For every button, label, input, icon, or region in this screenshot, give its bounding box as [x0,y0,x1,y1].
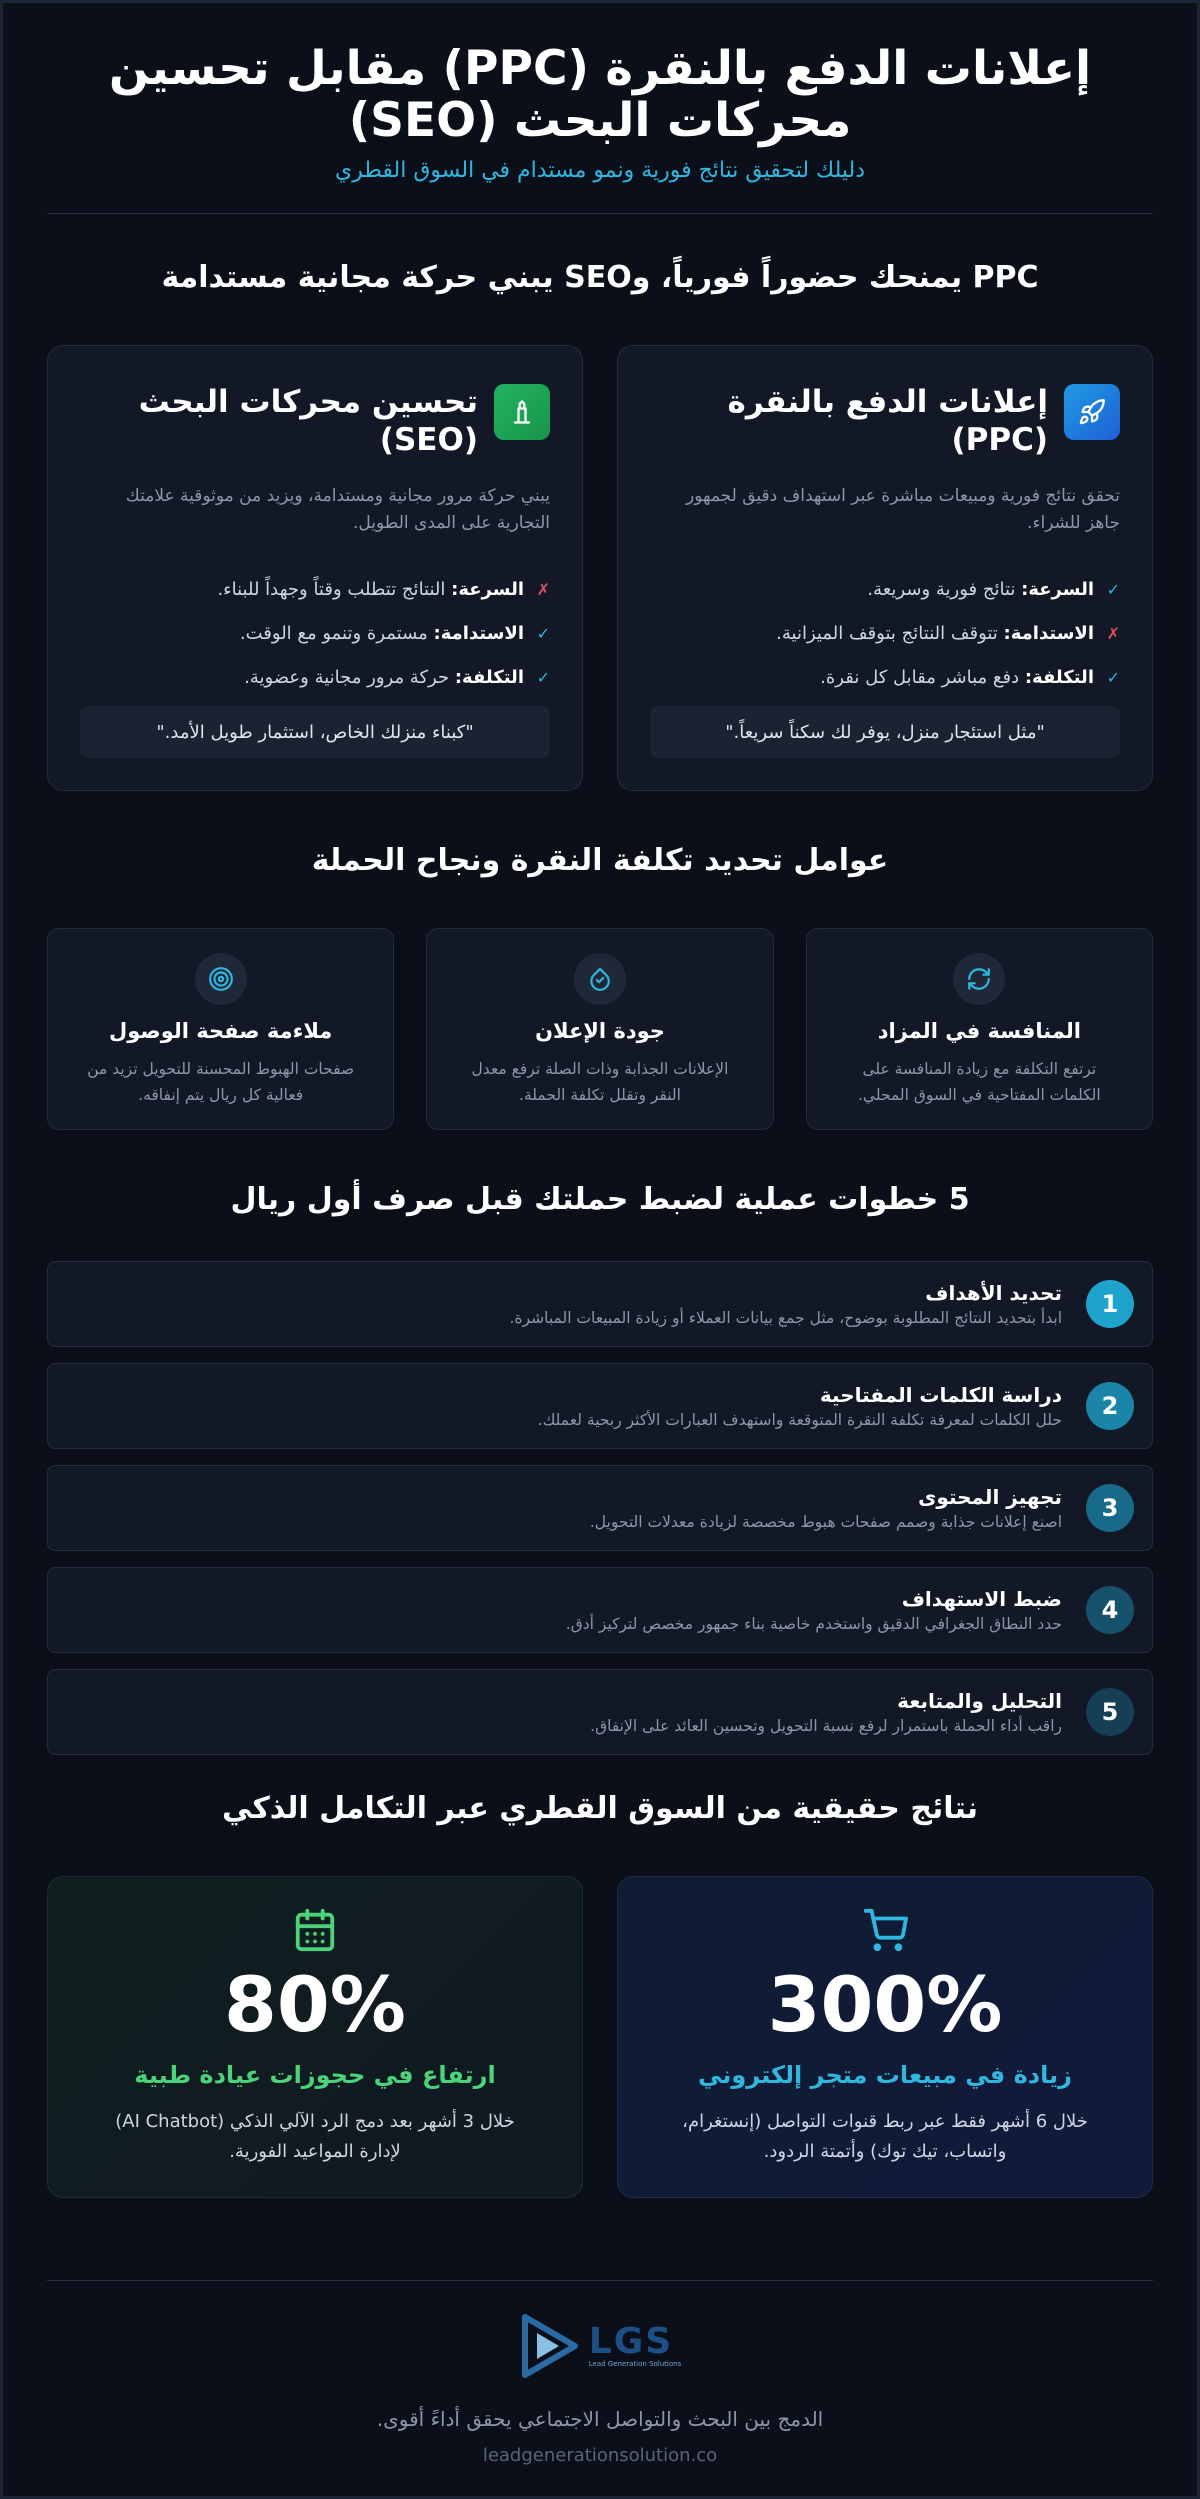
list-item: ✓ التكلفة: دفع مباشر مقابل كل نقرة. [820,666,1120,688]
result-label: ارتفاع في حجوزات عيادة طبية [134,2060,496,2089]
target-icon [195,953,247,1005]
list-item: ✓ التكلفة: حركة مرور مجانية وعضوية. [244,666,550,688]
check-icon: ✓ [1106,579,1120,599]
result-card-clinic [47,1876,583,2198]
step-description: حدد النطاق الجغرافي الدقيق واستخدم خاصية بناء جمهور مخصص لتركيز أدق. [565,1615,1062,1634]
ppc-title: إعلانات الدفع بالنقرة (PPC) [727,384,1048,458]
ppc-description: تحقق نتائج فورية ومبيعات مباشرة عبر استهداف دقيق لجمهور جاهز للشراء. [686,485,1120,533]
logo [519,2311,681,2381]
factor-title: ملاءمة صفحة الوصول [109,1019,333,1044]
seo-card [47,345,583,791]
step-number: 1 [1086,1280,1134,1328]
seo-quote: "كبناء منزلك الخاص، استثمار طويل الأمد." [80,706,550,758]
calendar-icon [48,1907,582,1957]
ppc-quote: "مثل استئجار منزل، يوفر لك سكناً سريعاً." [650,706,1120,758]
page-subtitle: دليلك لتحقيق نتائج فورية ونمو مستدام في السوق القطري [334,158,866,184]
step-title: دراسة الكلمات المفتاحية [819,1383,1062,1408]
check-icon: ✓ [1106,667,1120,687]
step-number: 4 [1086,1586,1134,1634]
step-title: ضبط الاستهداف [901,1587,1062,1612]
result-description: خلال 6 أشهر فقط عبر ربط قنوات التواصل (إنستغرام، واتساب، تيك توك) وأتمتة الردود. [682,2110,1088,2162]
cross-icon: ✗ [1106,623,1120,643]
ppc-card [617,345,1153,791]
step-title: تحديد الأهداف [925,1281,1062,1306]
factors-section-title: عوامل تحديد تكلفة النقرة ونجاح الحملة [311,843,889,879]
page-title: إعلانات الدفع بالنقرة (PPC) مقابل تحسين محركات البحث (SEO) [108,41,1092,148]
logo-word: LGS [588,2321,674,2363]
factor-description: الإعلانات الجذابة وذات الصلة ترفع معدل النقر وتقلل تكلفة الحملة. [471,1060,729,1104]
header [47,3,1153,183]
cross-icon: ✗ [536,579,550,599]
result-card-ecommerce [617,1876,1153,2198]
factor-card-ad-quality [426,928,773,1130]
step-item [47,1363,1153,1449]
list-item: ✓ الاستدامة: مستمرة وتنمو مع الوقت. [239,622,550,644]
rocket-icon [1064,384,1120,440]
compare-section-title: PPC يمنحك حضوراً فورياً، وSEO يبني حركة مجانية مستدامة [161,260,1039,296]
steps-section-title: 5 خطوات عملية لضبط حملتك قبل صرف أول ريال [230,1182,970,1218]
quality-icon [574,953,626,1005]
step-item [47,1567,1153,1653]
step-description: اصنع إعلانات جذابة وصمم صفحات هبوط مخصصة لزيادة معدلات التحويل. [589,1513,1062,1532]
steps-list [47,1261,1153,1755]
step-title: تجهيز المحتوى [918,1485,1062,1510]
list-item: ✗ السرعة: النتائج تتطلب وقتاً وجهداً للبناء. [217,578,550,600]
factor-card-landing-page [47,928,394,1130]
logo-subtitle: Lead Generation Solutions [588,2360,682,2369]
step-item [47,1261,1153,1347]
footer [47,2281,1153,2466]
results-cards [47,1876,1153,2198]
check-icon: ✓ [536,667,550,687]
step-description: ابدأ بتحديد النتائج المطلوبة بوضوح، مثل جمع بيانات العملاء أو زيادة المبيعات المباشرة. [509,1309,1062,1328]
step-item [47,1669,1153,1755]
seo-title: تحسين محركات البحث (SEO) [138,384,478,458]
list-item: ✗ الاستدامة: تتوقف النتائج بتوقف الميزانية. [776,622,1120,644]
step-title: التحليل والمتابعة [897,1689,1062,1714]
step-description: راقب أداء الحملة باستمرار لرفع نسبة التحويل وتحسين العائد على الإنفاق. [590,1717,1062,1736]
factor-description: ترتفع التكلفة مع زيادة المنافسة على الكلمات المفتاحية في السوق المحلي. [857,1060,1101,1104]
factor-description: صفحات الهبوط المحسنة للتحويل تزيد من فعالية كل ريال يتم إنفاقه. [87,1060,355,1104]
list-item: ✓ السرعة: نتائج فورية وسريعة. [867,578,1120,600]
logo-mark-icon [519,2311,581,2381]
compare-cards [47,345,1153,791]
result-value: 300% [767,1960,1003,2050]
factor-card-competition [806,928,1153,1130]
step-item [47,1465,1153,1551]
check-icon: ✓ [536,623,550,643]
result-label: زيادة في مبيعات متجر إلكتروني [698,2060,1072,2089]
factors-cards [47,928,1153,1130]
divider [47,213,1153,214]
refresh-icon [953,953,1005,1005]
factor-title: جودة الإعلان [535,1019,665,1044]
cart-icon [618,1907,1152,1957]
ppc-list [650,567,1120,699]
result-value: 80% [224,1960,406,2050]
step-description: حلل الكلمات لمعرفة تكلفة النقرة المتوقعة واستهدف العبارات الأكثر ربحية لعملك. [537,1411,1062,1430]
seo-list [80,567,550,699]
step-number: 3 [1086,1484,1134,1532]
results-section-title: نتائج حقيقية من السوق القطري عبر التكامل الذكي [222,1791,978,1827]
footer-tagline: الدمج بين البحث والتواصل الاجتماعي يحقق أداءً أقوى. [376,2407,824,2432]
seo-description: يبني حركة مرور مجانية ومستدامة، ويزيد من موثوقية علامتك التجارية على المدى الطويل. [125,485,550,533]
step-number: 5 [1086,1688,1134,1736]
result-description: خلال 3 أشهر بعد دمج الرد الآلي الذكي (AI Chatbot) لإدارة المواعيد الفورية. [115,2110,515,2162]
step-number: 2 [1086,1382,1134,1430]
footer-url[interactable]: leadgenerationsolution.co [482,2445,718,2467]
tower-icon [494,384,550,440]
factor-title: المنافسة في المزاد [877,1019,1081,1044]
